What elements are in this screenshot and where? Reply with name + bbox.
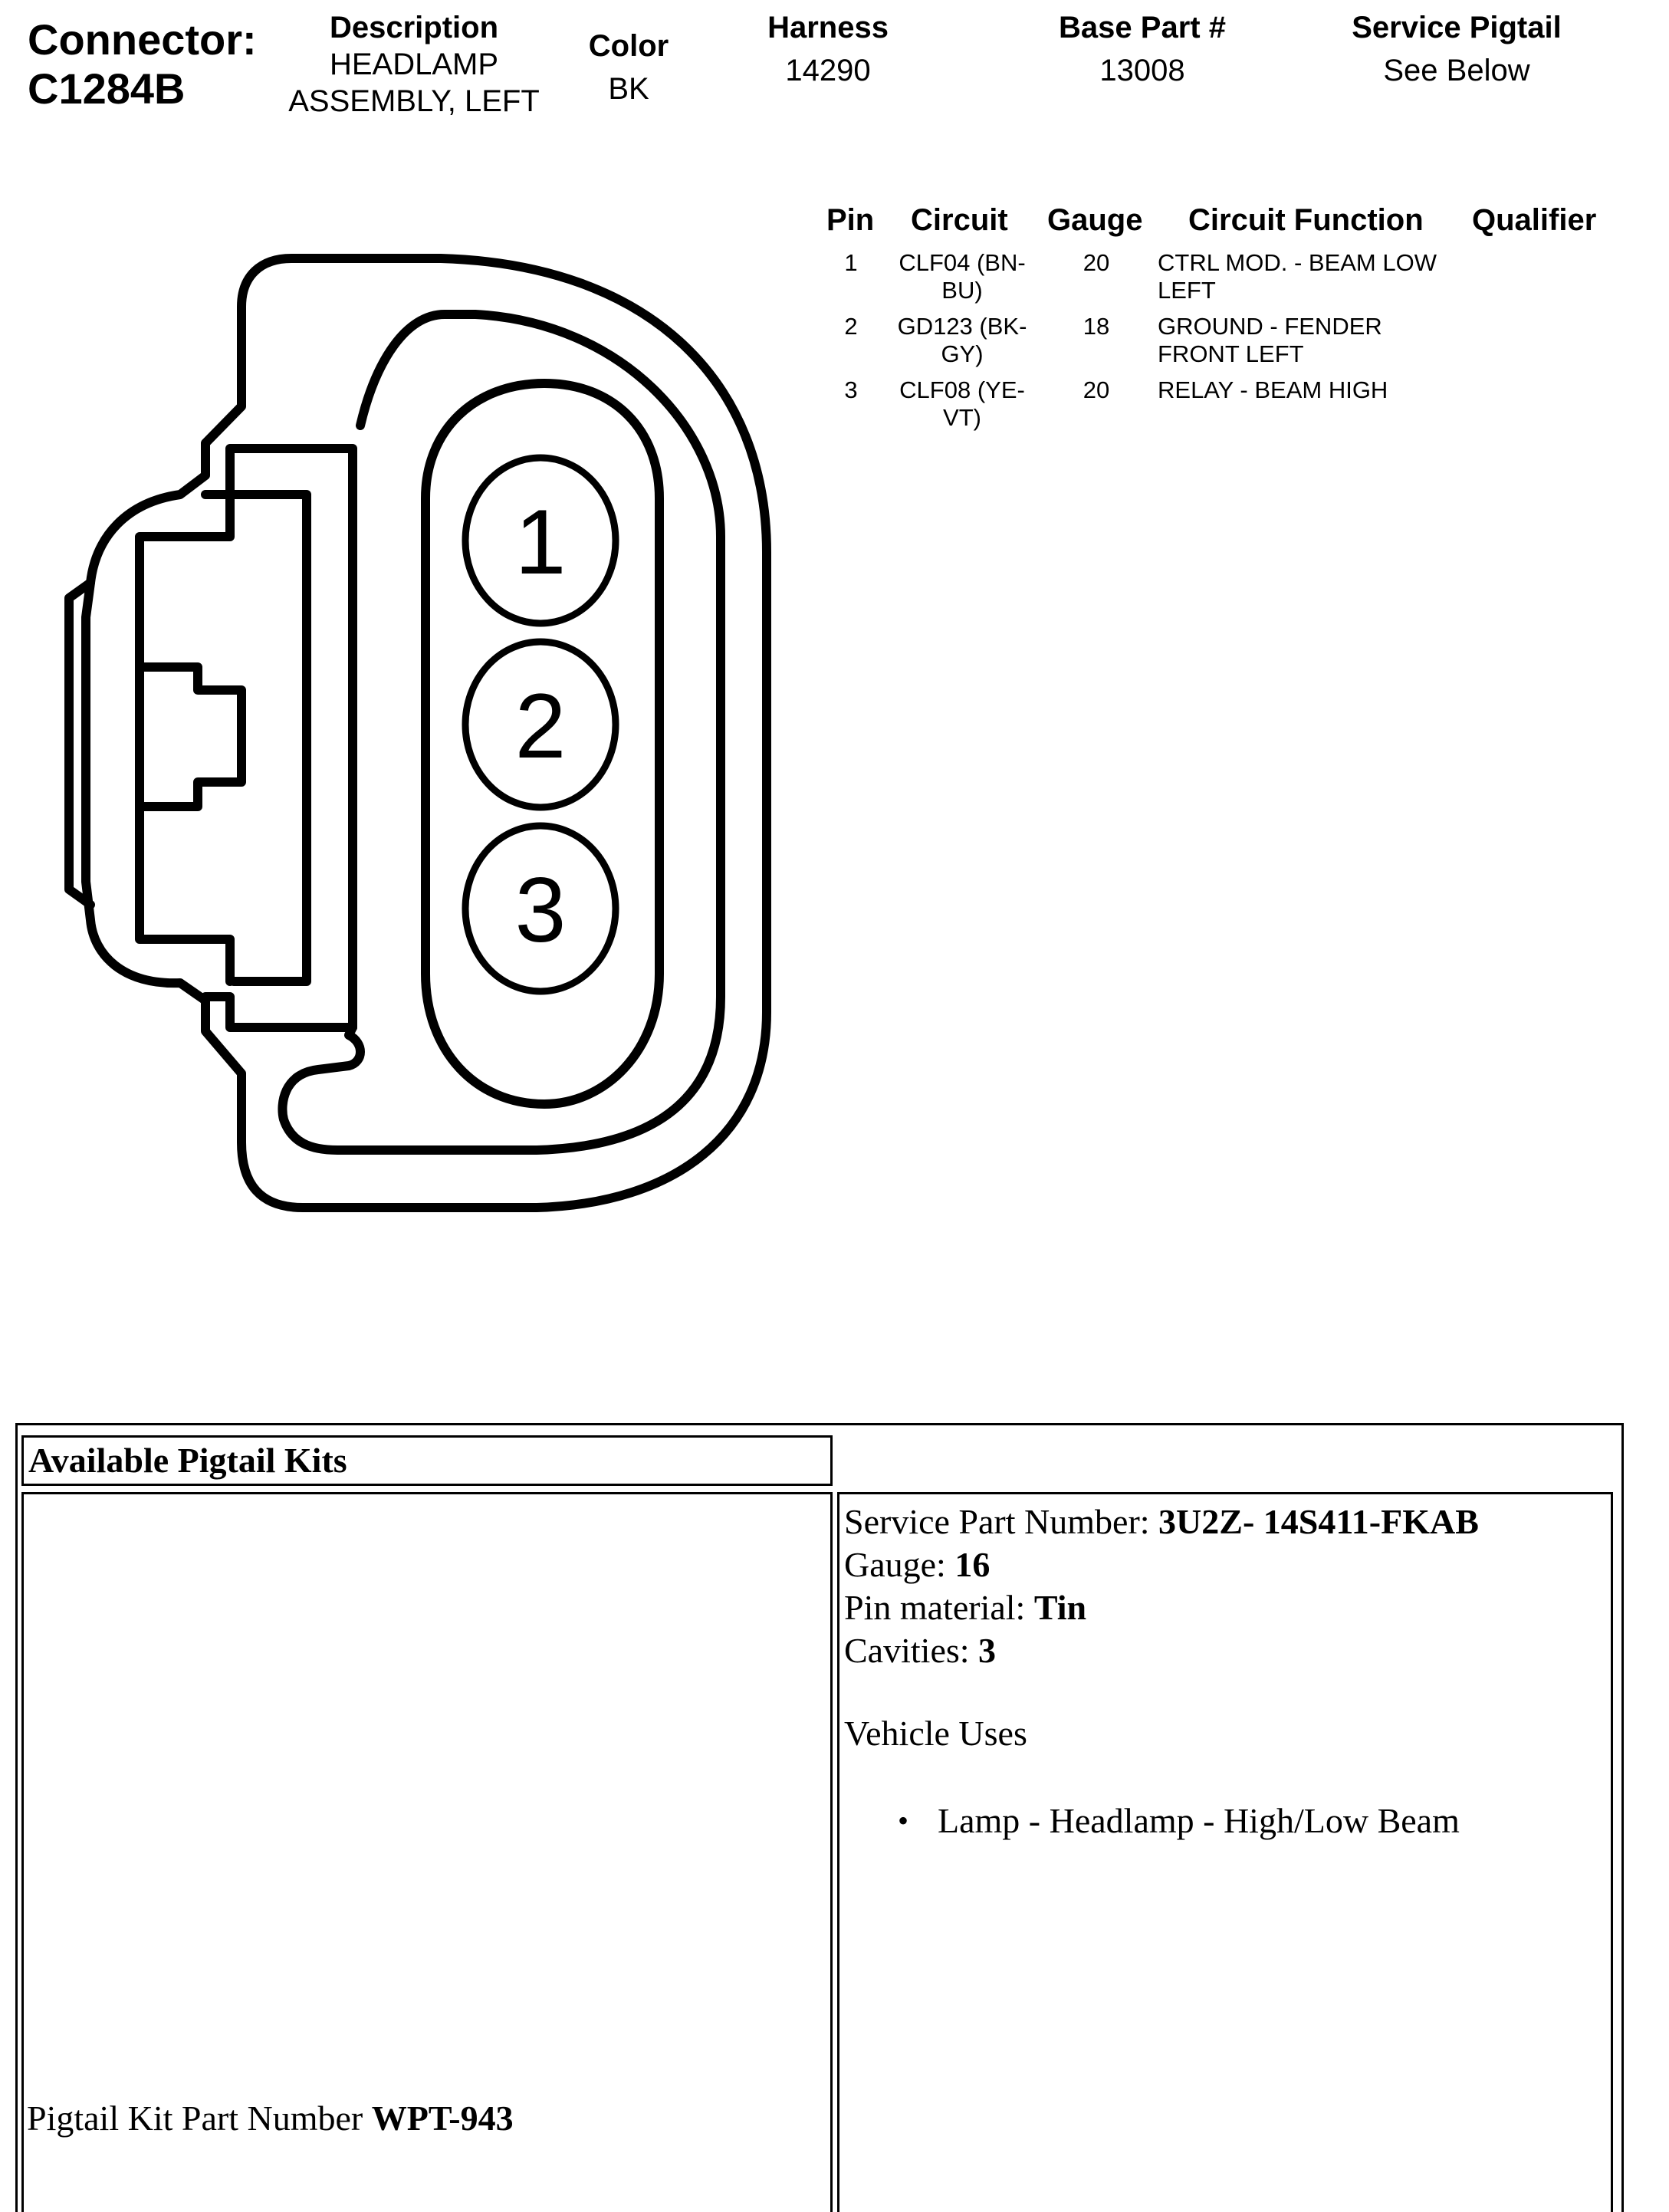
function-line1: CTRL MOD. - BEAM LOW bbox=[1158, 249, 1437, 276]
circuit-line1: GD123 (BK- bbox=[897, 313, 1027, 340]
vehicle-uses-label: Vehicle Uses bbox=[844, 1714, 1027, 1753]
cavity-1-label: 1 bbox=[514, 491, 567, 593]
gauge-header: Gauge bbox=[1047, 203, 1143, 237]
service-part-label: Service Part Number: bbox=[844, 1502, 1159, 1541]
pigtail-title: Available Pigtail Kits bbox=[28, 1441, 347, 1480]
pin-cell: 3 bbox=[844, 376, 858, 403]
gauge-label: Gauge: bbox=[844, 1545, 955, 1584]
description-column bbox=[276, 9, 552, 120]
latch-bar bbox=[140, 495, 230, 981]
function-cell bbox=[1158, 249, 1480, 304]
description-label: Description bbox=[329, 11, 499, 44]
vehicle-use-text: Lamp - Headlamp - High/Low Beam bbox=[938, 1801, 1460, 1840]
color-label: Color bbox=[588, 29, 669, 63]
function-line2: LEFT bbox=[1158, 277, 1216, 304]
base-part-label: Base Part # bbox=[1059, 11, 1226, 44]
base-part-value: 13008 bbox=[1099, 54, 1185, 87]
bullet-icon: • bbox=[898, 1803, 909, 1838]
circuit-line2: BU) bbox=[941, 277, 983, 304]
service-pigtail-label: Service Pigtail bbox=[1352, 11, 1562, 44]
pin-material-value: Tin bbox=[1033, 1588, 1087, 1627]
function-cell bbox=[1158, 313, 1480, 368]
pin-material-label: Pin material: bbox=[844, 1588, 1034, 1627]
function-line2: FRONT LEFT bbox=[1158, 340, 1304, 367]
kit-part-label: Pigtail Kit Part Number bbox=[27, 2099, 372, 2138]
function-line1: GROUND - FENDER bbox=[1158, 313, 1382, 340]
circuit-header: Circuit bbox=[911, 203, 1008, 237]
pigtail-title-cell bbox=[21, 1435, 833, 1486]
service-pigtail-column bbox=[1319, 9, 1595, 89]
pigtail-image-cell bbox=[21, 1492, 833, 2212]
connector-label: Connector: bbox=[28, 15, 257, 64]
connector-face-diagram bbox=[54, 245, 790, 1242]
harness-label: Harness bbox=[767, 11, 889, 44]
pigtail-details bbox=[844, 1500, 1479, 1842]
harness-value: 14290 bbox=[785, 54, 871, 87]
service-pigtail-value: See Below bbox=[1383, 54, 1530, 87]
cavities-label: Cavities: bbox=[844, 1631, 979, 1670]
harness-column bbox=[736, 9, 920, 89]
description-line2: ASSEMBLY, LEFT bbox=[288, 84, 540, 118]
base-part-column bbox=[1027, 9, 1257, 89]
qualifier-header: Qualifier bbox=[1472, 203, 1597, 237]
description-line1: HEADLAMP bbox=[329, 48, 499, 81]
latch-notch bbox=[140, 667, 241, 807]
pin-cell: 2 bbox=[844, 313, 858, 340]
service-part-number bbox=[844, 1500, 1479, 1543]
kit-part-value: WPT-943 bbox=[371, 2099, 514, 2138]
color-column bbox=[560, 28, 698, 107]
connector-heading bbox=[28, 15, 257, 113]
gauge-line bbox=[844, 1543, 1479, 1586]
pin-header: Pin bbox=[826, 203, 875, 237]
function-header: Circuit Function bbox=[1188, 203, 1424, 237]
function-cell bbox=[1158, 376, 1480, 404]
pigtail-details-cell bbox=[837, 1492, 1613, 2212]
circuit-line2: GY) bbox=[941, 340, 984, 367]
gauge-cell: 20 bbox=[1083, 249, 1110, 276]
circuit-cell bbox=[889, 313, 1035, 368]
pin-material-line bbox=[844, 1586, 1479, 1629]
circuit-line1: CLF04 (BN- bbox=[899, 249, 1026, 276]
vehicle-use-item bbox=[844, 1800, 1479, 1842]
cavity-2-label: 2 bbox=[514, 675, 567, 777]
cavities-line bbox=[844, 1629, 1479, 1672]
circuit-cell bbox=[889, 376, 1035, 432]
cavity-3-label: 3 bbox=[514, 859, 567, 961]
color-value: BK bbox=[608, 72, 649, 106]
circuit-cell bbox=[889, 249, 1035, 304]
circuit-line1: CLF08 (YE- bbox=[899, 376, 1025, 403]
service-part-value: 3U2Z- 14S411-FKAB bbox=[1158, 1502, 1479, 1541]
kit-part-number bbox=[27, 2097, 514, 2140]
pin-cell: 1 bbox=[844, 249, 858, 276]
gauge-cell: 18 bbox=[1083, 313, 1110, 340]
connector-id: C1284B bbox=[28, 64, 186, 113]
gauge-value: 16 bbox=[954, 1545, 991, 1584]
gauge-cell: 20 bbox=[1083, 376, 1110, 403]
circuit-line2: VT) bbox=[943, 404, 981, 431]
cavities-value: 3 bbox=[978, 1631, 997, 1670]
function-line1: RELAY - BEAM HIGH bbox=[1158, 376, 1388, 403]
